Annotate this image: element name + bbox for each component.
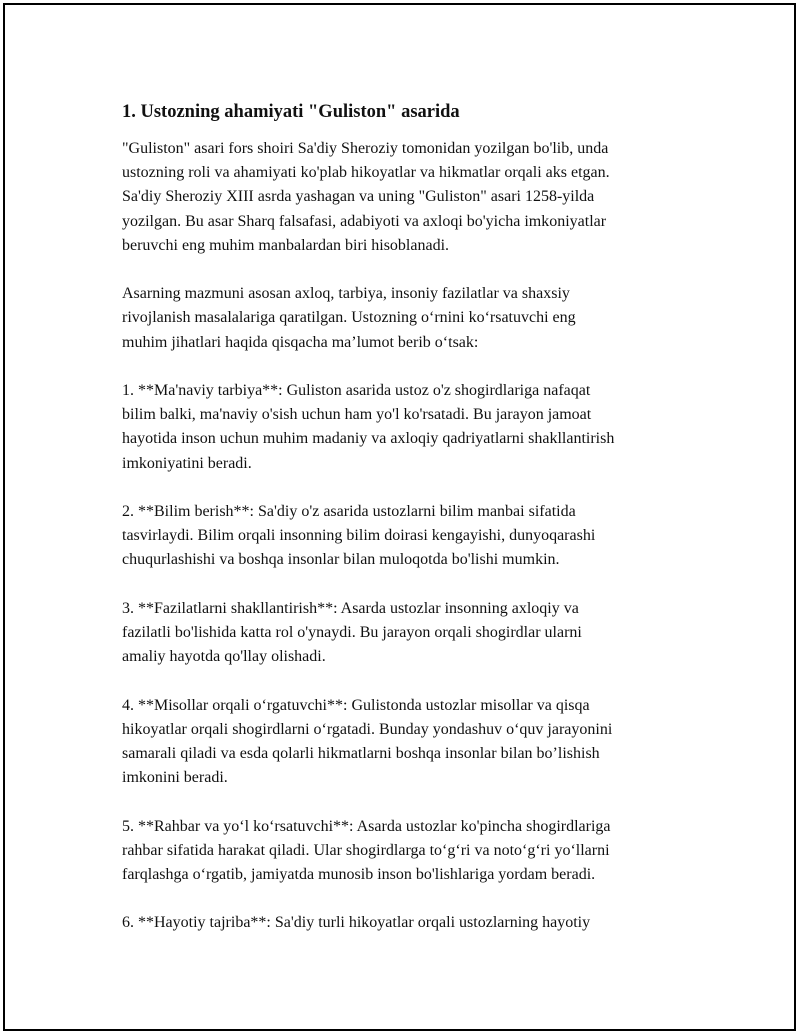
- text-line: bilim balki, ma'naviy o'sish uchun ham yo'l ko'rsatadi. Bu jarayon jamoat: [122, 406, 592, 424]
- text-line: 3. **Fazilatlarni shakllantirish**: Asarda ustozlar insonning axloqiy va: [122, 599, 579, 617]
- text-line: 2. **Bilim berish**: Sa'diy o'z asarida ustozlarni bilim manbai sifatida: [122, 503, 576, 520]
- text-line: rahbar sifatida harakat qiladi. Ular shogirdlarga to‘g‘ri va noto‘g‘ri yo‘llarni: [122, 841, 610, 859]
- paragraph-item-2: [122, 500, 702, 573]
- text-line: rivojlanish masalalariga qaratilgan. Ustozning o‘rnini ko‘rsatuvchi eng: [122, 309, 576, 327]
- paragraph-item-3: [122, 597, 702, 670]
- text-line: 4. **Misollar orqali o‘rgatuvchi**: Gulistonda ustozlar misollar va qisqa: [122, 696, 590, 714]
- text-line: muhim jihatlari haqida qisqacha ma’lumot berib o‘tsak:: [122, 333, 479, 351]
- text-line: yozilgan. Bu asar Sharq falsafasi, adabiyoti va axloqi bo'yicha imkoniyatlar: [122, 212, 607, 230]
- text-line: fazilatli bo'lishida katta rol o'ynaydi. Bu jarayon orqali shogirdlar ularni: [122, 624, 582, 641]
- text-line: imkoniyatini beradi.: [122, 454, 252, 472]
- text-line: samarali qiladi va esda qolarli hikmatlarni boshqa insonlar bilan bo’lishish: [122, 745, 600, 762]
- paragraph-item-6: [122, 911, 702, 935]
- text-line: 5. **Rahbar va yo‘l ko‘rsatuvchi**: Asarda ustozlar ko'pincha shogirdlariga: [122, 817, 611, 835]
- text-line: farqlashga o‘rgatib, jamiyatda munosib inson bo'lishlariga yordam beradi.: [122, 866, 596, 883]
- paragraph-content-summary: [122, 282, 702, 355]
- text-line: hikoyatlar orqali shogirdlarni o‘rgatadi. Bunday yondashuv o‘quv jarayonini: [122, 720, 613, 738]
- paragraph-item-4: [122, 694, 702, 791]
- text-line: ustozning roli va ahamiyati ko'plab hikoyatlar va hikmatlar orqali aks etgan.: [122, 164, 610, 182]
- text-line: chuqurlashishi va boshqa insonlar bilan muloqotda bo'lishi mumkin.: [122, 551, 560, 569]
- text-line: 6. **Hayotiy tajriba**: Sa'diy turli hikoyatlar orqali ustozlarning hayotiy: [122, 914, 591, 932]
- text-line: amaliy hayotda qo'llay olishadi.: [122, 648, 326, 666]
- page-frame: [3, 3, 796, 1031]
- text-line: 1. **Ma'naviy tarbiya**: Guliston asarida ustoz o'z shogirdlariga nafaqat: [122, 382, 591, 399]
- paragraph-intro: [122, 137, 702, 258]
- text-line: "Guliston" asari fors shoiri Sa'diy Sheroziy tomonidan yozilgan bo'lib, unda: [122, 140, 609, 157]
- text-line: beruvchi eng muhim manbalardan biri hisoblanadi.: [122, 236, 450, 254]
- text-line: imkonini beradi.: [122, 769, 228, 787]
- text-line: Asarning mazmuni asosan axloq, tarbiya, insoniy fazilatlar va shaxsiy: [122, 285, 570, 303]
- text-line: hayotida inson uchun muhim madaniy va axloqiy qadriyatlarni shakllantirish: [122, 430, 615, 448]
- text-line: Sa'diy Sheroziy XIII asrda yashagan va uning "Guliston" asari 1258-yilda: [122, 188, 595, 206]
- document-title: 1. Ustozning ahamiyati "Guliston" asarida: [122, 102, 460, 122]
- text-line: tasvirlaydi. Bilim orqali insonning bilim doirasi kengayishi, dunyoqarashi: [122, 527, 596, 545]
- paragraph-item-1: [122, 379, 702, 476]
- document-body: [122, 101, 702, 960]
- paragraph-item-5: [122, 815, 702, 888]
